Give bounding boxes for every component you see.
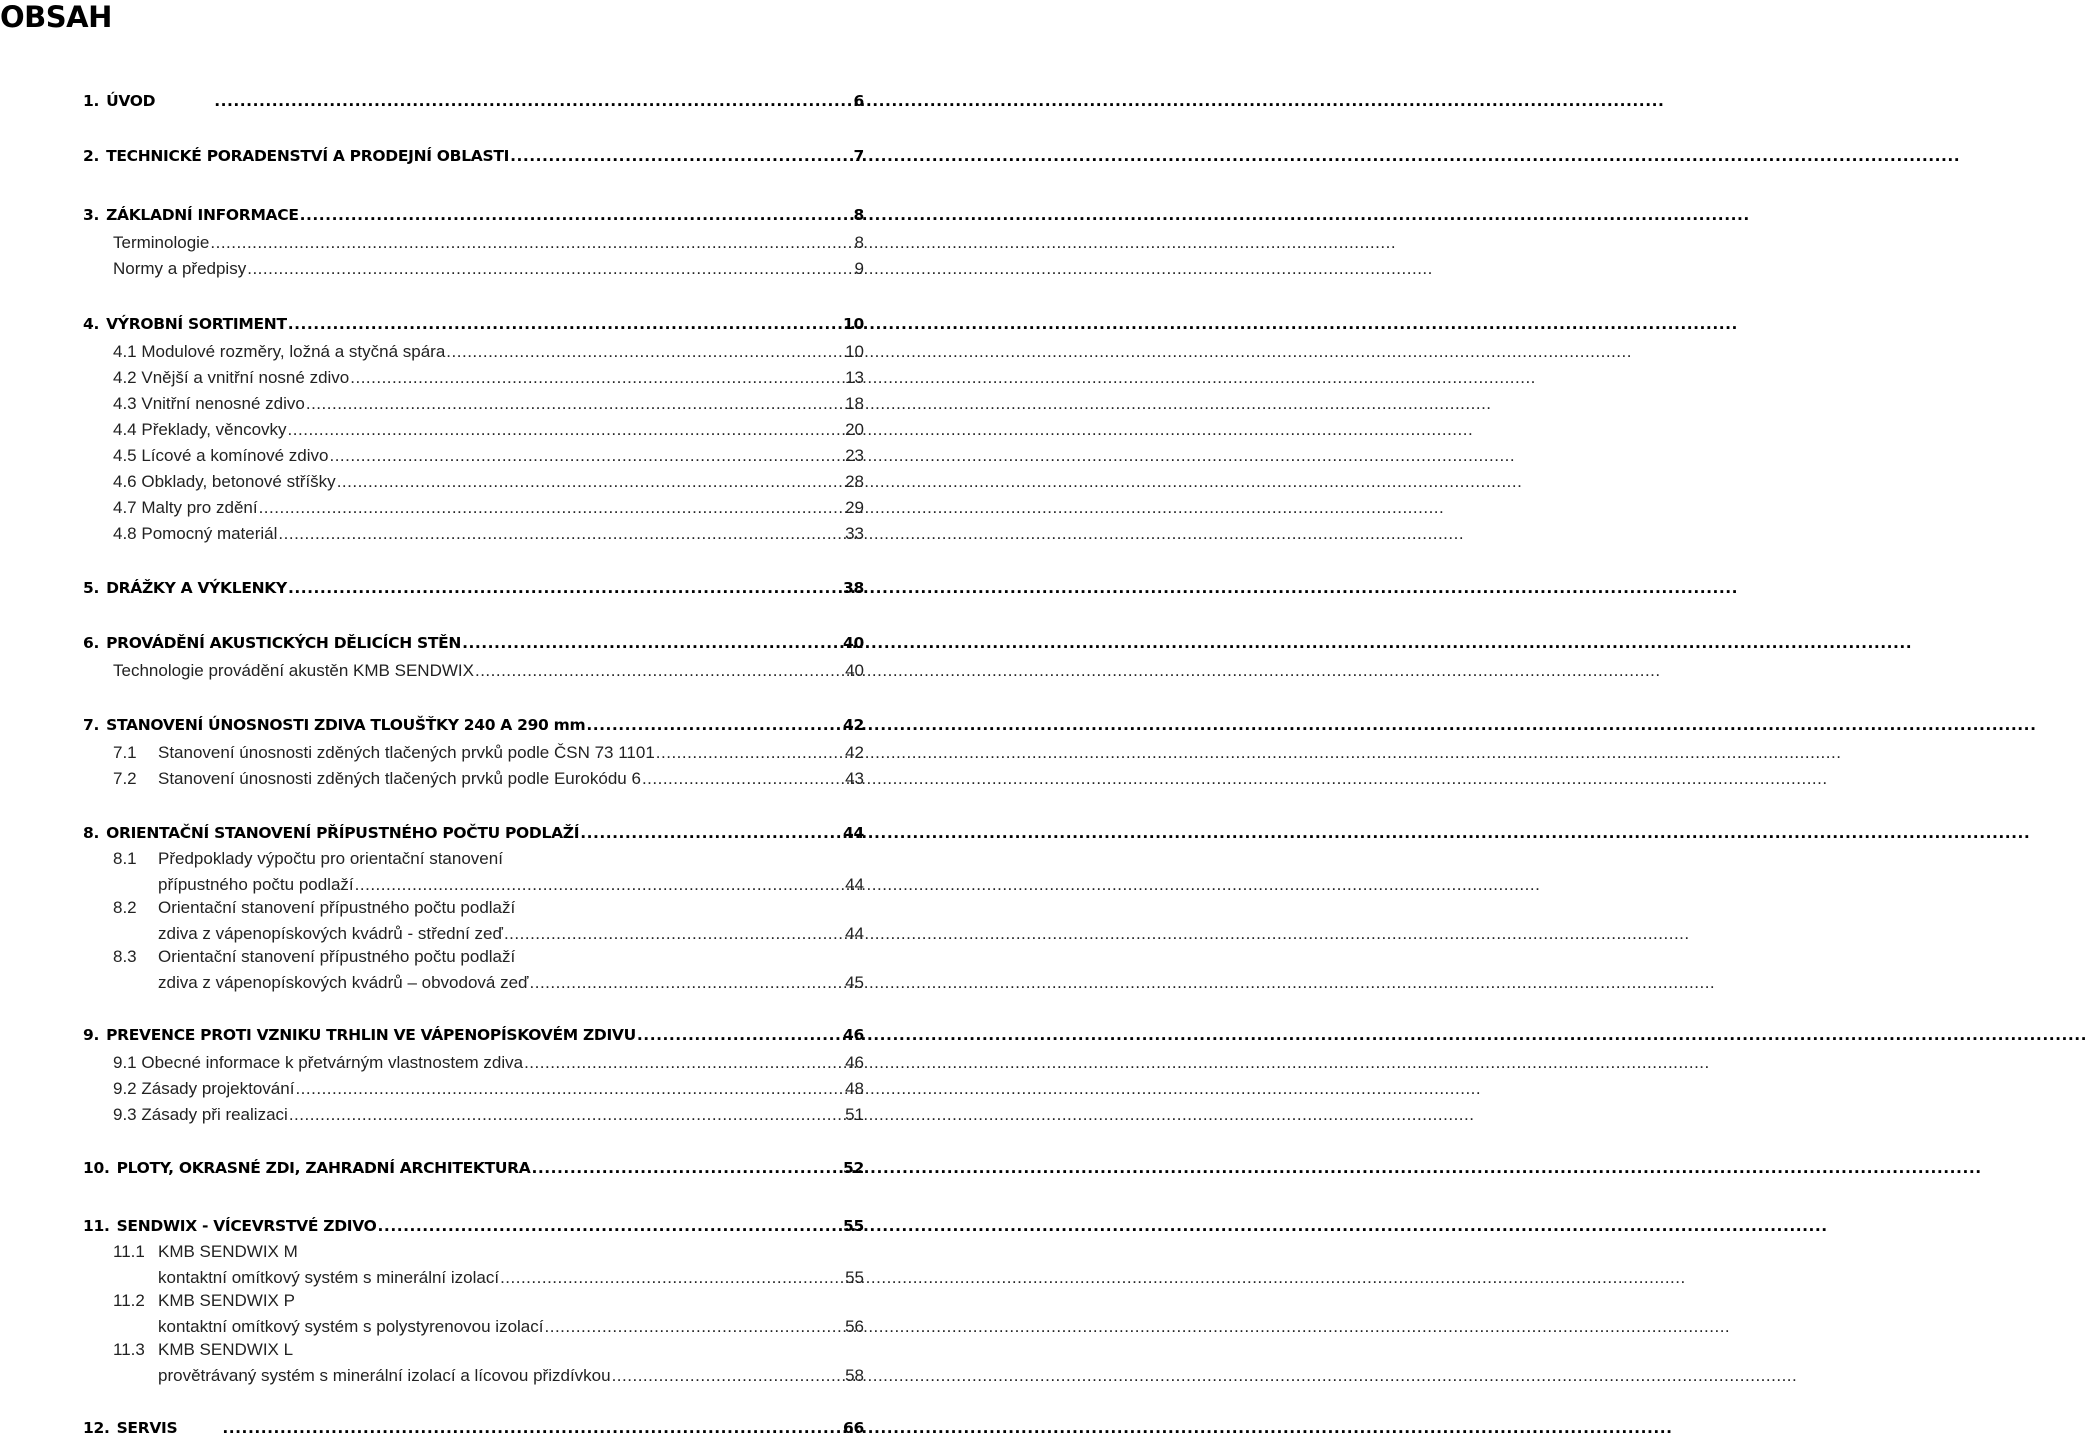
toc-page-number: 8 [854, 233, 864, 252]
toc-entry-number: 7. [83, 716, 100, 734]
toc-leader-dots [289, 1105, 844, 1125]
toc-subsection-row[interactable] [113, 498, 864, 524]
toc-page-number: 48 [845, 1079, 864, 1098]
toc-leader-dots [531, 1159, 842, 1177]
toc-entry-title: ZÁKLADNÍ INFORMACE [106, 206, 299, 224]
toc-leader-dots [300, 206, 853, 224]
toc-page-number: 55 [845, 1268, 864, 1287]
toc-entry-title: Normy a předpisy [113, 259, 247, 278]
toc-entry-title: PROVÁDĚNÍ AKUSTICKÝCH DĚLICÍCH STĚN [106, 634, 462, 652]
toc-leader-dots [306, 394, 844, 414]
toc-subsection-row[interactable] [113, 898, 864, 924]
toc-entry-title: 9.3 Zásady při realizaci [113, 1105, 288, 1124]
toc-leader-dots [656, 743, 844, 763]
toc-section-row[interactable] [83, 206, 864, 232]
toc-entry-title: PLOTY, OKRASNÉ ZDI, ZAHRADNÍ ARCHITEKTURA [116, 1159, 531, 1177]
toc-entry-number: 11. [83, 1217, 110, 1235]
toc-entry-title: DRÁŽKY A VÝKLENKY [106, 579, 287, 597]
toc-leader-dots [446, 342, 844, 362]
toc-entry-title: 4.4 Překlady, věncovky [113, 420, 287, 439]
toc-leader-dots [337, 472, 844, 492]
toc-leader-dots [475, 661, 844, 681]
toc-entry-title: KMB SENDWIX L [158, 1340, 294, 1359]
toc-entry-title: Technologie provádění akustěn KMB SENDWIX [113, 661, 474, 680]
toc-entry-number: 2. [83, 147, 100, 165]
toc-page-number: 10 [845, 342, 864, 361]
toc-leader-dots [210, 233, 853, 253]
toc-subsection-row[interactable] [113, 524, 864, 550]
page-title: OBSAH [0, 0, 112, 34]
toc-entry-title-continued: kontaktní omítkový systém s minerální izolací [158, 1268, 500, 1287]
toc-page-number: 42 [845, 743, 864, 762]
toc-page-number: 42 [843, 716, 864, 734]
toc-subsection-row[interactable] [113, 472, 864, 498]
toc-section-row[interactable] [83, 1026, 864, 1052]
toc-page-number: 46 [843, 1026, 864, 1044]
toc-page-number: 66 [843, 1419, 864, 1437]
toc-page-number: 58 [845, 1366, 864, 1385]
toc-leader-dots [378, 1217, 842, 1235]
toc-leader-dots [222, 1419, 842, 1437]
toc-subsection-row[interactable] [113, 394, 864, 420]
toc-page-number: 29 [845, 498, 864, 517]
toc-entry-title-continued: provětrávaný systém s minerální izolací a lícovou přizdívkou [158, 1366, 611, 1385]
toc-page-number: 20 [845, 420, 864, 439]
toc-entry-title: TECHNICKÉ PORADENSTVÍ A PRODEJNÍ OBLASTI [106, 147, 510, 165]
toc-entry-number: 11.3 [113, 1340, 145, 1359]
toc-leader-dots [510, 147, 852, 165]
toc-entry-title: SERVIS [116, 1419, 178, 1437]
toc-page-number: 23 [845, 446, 864, 465]
toc-page-number: 56 [845, 1317, 864, 1336]
toc-leader-dots [295, 1079, 844, 1099]
toc-entry-number: 3. [83, 206, 100, 224]
toc-leader-dots [642, 769, 844, 789]
toc-entry-title: VÝROBNÍ SORTIMENT [106, 315, 287, 333]
toc-entry-title: 4.5 Lícové a komínové zdivo [113, 446, 329, 465]
toc-leader-dots [530, 973, 845, 993]
toc-page-number: 44 [843, 824, 864, 842]
toc-page-number: 44 [845, 875, 864, 894]
toc-page-number: 33 [845, 524, 864, 543]
toc-entry-title-continued: přípustného počtu podlaží [158, 875, 354, 894]
toc-section-row[interactable] [83, 579, 864, 605]
toc-entry-title: ÚVOD [106, 92, 156, 110]
toc-entry-number: 10. [83, 1159, 110, 1177]
toc-entry-number: 12. [83, 1419, 110, 1437]
toc-entry-number: 7.2 [113, 769, 137, 788]
toc-entry-number: 8. [83, 824, 100, 842]
toc-leader-dots [247, 259, 853, 279]
toc-entry-number: 8.3 [113, 947, 137, 966]
toc-leader-dots [288, 315, 842, 333]
toc-entry-number: 1. [83, 92, 100, 110]
toc-subsection-row[interactable] [113, 446, 864, 472]
toc-entry-title-continued: kontaktní omítkový systém s polystyrenovou izolací [158, 1317, 544, 1336]
toc-entry-title: 4.3 Vnitřní nenosné zdivo [113, 394, 305, 413]
toc-entry-title: 4.8 Pomocný materiál [113, 524, 278, 543]
toc-entry-title: KMB SENDWIX P [158, 1291, 295, 1310]
toc-leader-dots [214, 92, 852, 110]
toc-leader-dots [355, 875, 844, 895]
toc-entry-title: SENDWIX - VÍCEVRSTVÉ ZDIVO [116, 1217, 377, 1235]
toc-leader-dots [500, 1268, 844, 1288]
toc-subsection-continuation[interactable] [158, 1366, 864, 1392]
toc-section-row[interactable] [83, 1159, 864, 1185]
toc-section-row[interactable] [83, 634, 864, 660]
toc-page-number: 46 [845, 1053, 864, 1072]
toc-subsection-row[interactable] [113, 1340, 864, 1366]
toc-page-number: 38 [843, 579, 864, 597]
toc-entry-title: KMB SENDWIX M [158, 1242, 298, 1261]
toc-page-number: 55 [843, 1217, 864, 1235]
toc-entry-number: 8.1 [113, 849, 137, 868]
toc-page-number: 6 [853, 92, 864, 110]
toc-subsection-row[interactable] [113, 1242, 864, 1268]
toc-entry-title: 4.6 Obklady, betonové stříšky [113, 472, 336, 491]
toc-page-number: 8 [853, 206, 864, 224]
toc-section-row[interactable] [83, 1419, 864, 1445]
toc-subsection-row[interactable] [113, 769, 864, 795]
toc-entry-title: Terminologie [113, 233, 210, 252]
toc-subsection-row[interactable] [113, 233, 864, 259]
toc-leader-dots [612, 1366, 845, 1386]
toc-leader-dots [329, 446, 844, 466]
toc-entry-number: 8.2 [113, 898, 137, 917]
toc-leader-dots [278, 524, 844, 544]
toc-page-number: 9 [854, 259, 864, 278]
toc-entry-title: Orientační stanovení přípustného počtu podlaží [158, 898, 516, 917]
toc-entry-title: STANOVENÍ ÚNOSNOSTI ZDIVA TLOUŠŤKY 240 A 290 mm [106, 716, 586, 734]
toc-page-number: 18 [845, 394, 864, 413]
toc-page-number: 40 [843, 634, 864, 652]
toc-page-number: 52 [843, 1159, 864, 1177]
toc-subsection-row[interactable] [113, 661, 864, 687]
toc-entry-number: 11.1 [113, 1242, 145, 1261]
toc-page-number: 7 [853, 147, 864, 165]
toc-entry-title-continued: zdiva z vápenopískových kvádrů - střední zeď [158, 924, 503, 943]
toc-leader-dots [288, 420, 845, 440]
toc-entry-title: Předpoklady výpočtu pro orientační stanovení [158, 849, 503, 868]
toc-subsection-row[interactable] [113, 259, 864, 285]
toc-page-number: 44 [845, 924, 864, 943]
toc-entry-number: 7.1 [113, 743, 137, 762]
toc-page-number: 28 [845, 472, 864, 491]
toc-page-number: 40 [845, 661, 864, 680]
toc-section-row[interactable] [83, 1217, 864, 1243]
toc-section-row[interactable] [83, 824, 864, 850]
toc-leader-dots [637, 1026, 842, 1044]
toc-entry-title: PREVENCE PROTI VZNIKU TRHLIN VE VÁPENOPÍSKOVÉM ZDIVU [106, 1026, 636, 1044]
toc-leader-dots [586, 716, 842, 734]
toc-entry-title: 4.1 Modulové rozměry, ložná a styčná spára [113, 342, 446, 361]
toc-subsection-row[interactable] [113, 849, 864, 875]
toc-leader-dots [580, 824, 842, 842]
toc-entry-title: 9.2 Zásady projektování [113, 1079, 295, 1098]
toc-subsection-row[interactable] [113, 1079, 864, 1105]
toc-entry-title: 9.1 Obecné informace k přetvárným vlastnostem zdiva [113, 1053, 524, 1072]
toc-leader-dots [504, 924, 844, 944]
toc-entry-number: 5. [83, 579, 100, 597]
toc-leader-dots [545, 1317, 845, 1337]
toc-entry-title: Stanovení únosnosti zděných tlačených prvků podle Eurokódu 6 [158, 769, 641, 788]
toc-subsection-continuation[interactable] [158, 973, 864, 999]
toc-page-number: 10 [843, 315, 864, 333]
toc-section-row[interactable] [83, 315, 864, 341]
toc-section-row[interactable] [83, 716, 864, 742]
toc-subsection-row[interactable] [113, 1291, 864, 1317]
toc-page-number: 43 [845, 769, 864, 788]
toc-page-number: 51 [845, 1105, 864, 1124]
toc-page-number: 13 [845, 368, 864, 387]
toc-leader-dots [288, 579, 842, 597]
toc-subsection-row[interactable] [113, 368, 864, 394]
toc-section-row[interactable] [83, 147, 864, 173]
toc-entry-title: ORIENTAČNÍ STANOVENÍ PŘÍPUSTNÉHO POČTU PODLAŽÍ [106, 824, 580, 842]
table-of-contents [0, 0, 960, 1440]
toc-entry-title: Stanovení únosnosti zděných tlačených prvků podle ČSN 73 1101 [158, 743, 655, 762]
toc-subsection-row[interactable] [113, 947, 864, 973]
toc-entry-number: 9. [83, 1026, 100, 1044]
toc-leader-dots [524, 1053, 844, 1073]
toc-entry-title-continued: zdiva z vápenopískových kvádrů – obvodová zeď [158, 973, 529, 992]
toc-subsection-row[interactable] [113, 420, 864, 446]
toc-subsection-row[interactable] [113, 1053, 864, 1079]
toc-section-row[interactable] [83, 92, 864, 118]
toc-leader-dots [259, 498, 845, 518]
toc-leader-dots [350, 368, 844, 388]
toc-entry-title: 4.2 Vnější a vnitřní nosné zdivo [113, 368, 350, 387]
toc-entry-number: 11.2 [113, 1291, 145, 1310]
toc-page-number: 45 [845, 973, 864, 992]
toc-subsection-row[interactable] [113, 743, 864, 769]
toc-subsection-row[interactable] [113, 342, 864, 368]
toc-subsection-row[interactable] [113, 1105, 864, 1131]
toc-entry-title: Orientační stanovení přípustného počtu podlaží [158, 947, 516, 966]
toc-entry-title: 4.7 Malty pro zdění [113, 498, 258, 517]
toc-entry-number: 4. [83, 315, 100, 333]
toc-leader-dots [462, 634, 842, 652]
toc-entry-number: 6. [83, 634, 100, 652]
